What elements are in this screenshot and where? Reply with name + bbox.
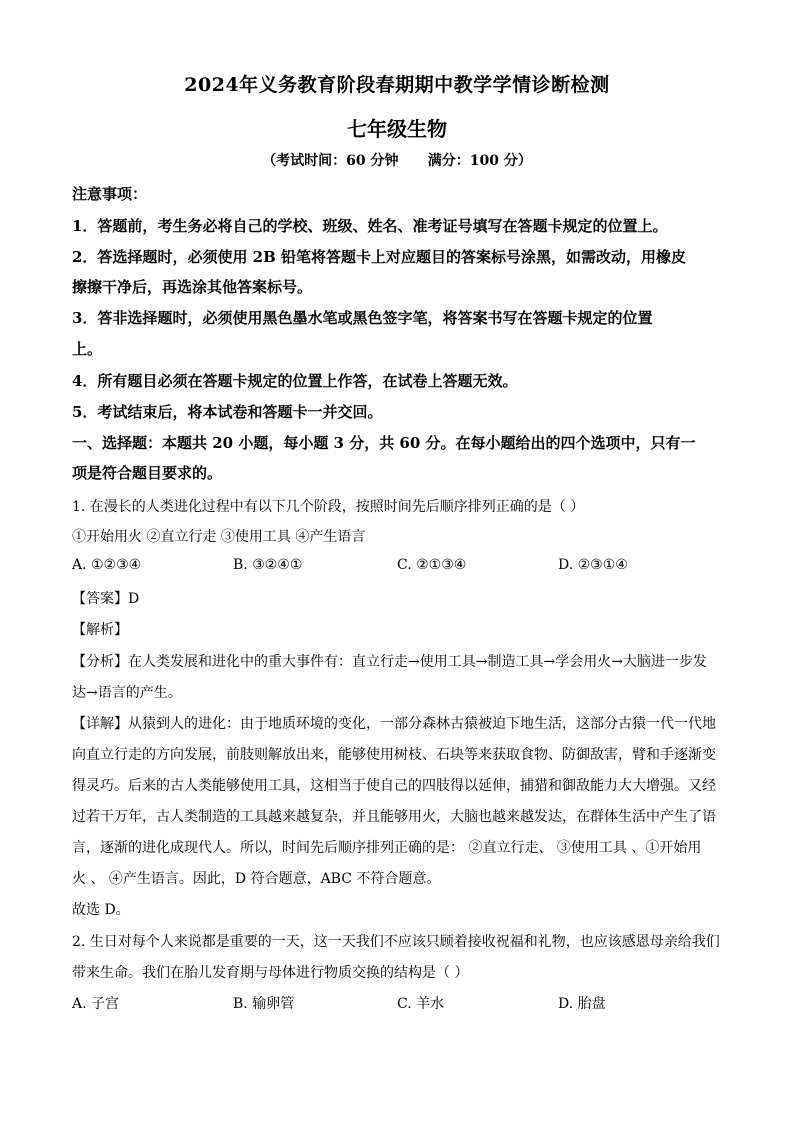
question-1-analysis: 达→语言的产生。 (72, 685, 182, 701)
exam-info: （考试时间：60 分钟 满分：100 分） (262, 153, 532, 169)
notice-line: 2．答选择题时，必须使用 2B 铅笔将答题卡上对应题目的答案标号涂黑，如需改动，用橡皮 (72, 248, 687, 266)
question-1-detail: 向直立行走的方向发展，前肢则解放出来，能够使用树枝、石块等来获取食物、防御敌害，臂和手逐渐变 (72, 747, 716, 763)
exam-title: 2024年义务教育阶段春期期中教学学情诊断检测 (184, 74, 610, 96)
question-1-detail: 故选 D。 (72, 902, 130, 918)
question-2-option-d: D. 胎盘 (558, 996, 606, 1012)
question-1-detail: 得灵巧。后来的古人类能够使用工具，这相当于使自己的四肢得以延伸，捕猎和御敌能力大大增强。又经 (72, 778, 716, 794)
question-1-items: ①开始用火 ②直立行走 ③使用工具 ④产生语言 (72, 529, 366, 545)
question-1-detail: 过若干万年，古人类制造的工具越来越复杂，并且能够用火，大脑也越来越发达，在群体生活中产生了语 (72, 809, 716, 825)
question-1-answer: 【答案】D (72, 591, 140, 607)
question-2-option-c: C. 羊水 (397, 996, 445, 1012)
question-1-option-a: A. ①②③④ (72, 557, 142, 573)
question-1-detail: 火 、 ④产生语言。因此，D 符合题意，ABC 不符合题意。 (72, 871, 441, 887)
notice-line: 擦擦干净后，再选涂其他答案标号。 (72, 278, 313, 296)
notice-line: 5．考试结束后，将本试卷和答题卡一并交回。 (72, 403, 383, 421)
notice-line: 4．所有题目必须在答题卡规定的位置上作答，在试卷上答题无效。 (72, 372, 518, 390)
notice-heading: 注意事项： (72, 185, 148, 203)
notice-line: 3．答非选择题时，必须使用黑色墨水笔或黑色签字笔，将答案书写在答题卡规定的位置 (72, 309, 653, 327)
question-2-option-b: B. 输卵管 (233, 996, 295, 1012)
question-2-stem: 2. 生日对每个人来说都是重要的一天，这一天我们不应该只顾着接收祝福和礼物，也应该感恩母亲给我们 (72, 934, 720, 950)
question-1-detail: 【详解】从猿到人的进化：由于地质环境的变化，一部分森林古猿被迫下地生活，这部分古猿一代一代地 (72, 716, 716, 732)
question-1-detail: 言，逐渐的进化成现代人。所以，时间先后顺序排列正确的是： ②直立行走、 ③使用工具 、①开始用 (72, 840, 702, 856)
section-heading: 一、选择题：本题共 20 小题，每小题 3 分，共 60 分。在每小题给出的四个选项中，只有一 (72, 434, 696, 452)
question-1-option-b: B. ③②④① (233, 557, 303, 573)
question-1-option-c: C. ②①③④ (397, 557, 467, 573)
question-1-analysis: 【分析】在人类发展和进化中的重大事件有：直立行走→使用工具→制造工具→学会用火→大脑进一步发 (72, 654, 707, 670)
question-2-stem: 带来生命。我们在胎儿发育期与母体进行物质交换的结构是（ ） (72, 965, 469, 981)
question-2-option-a: A. 子宫 (72, 996, 120, 1012)
exam-subject: 七年级生物 (347, 117, 447, 141)
question-1-analysis-label: 【解析】 (72, 622, 128, 638)
section-heading: 项是符合题目要求的。 (72, 464, 223, 482)
notice-line: 1．答题前，考生务必将自己的学校、班级、姓名、准考证号填写在答题卡规定的位置上。 (72, 217, 668, 235)
notice-line: 上。 (72, 340, 103, 358)
question-1-option-d: D. ②③①④ (558, 557, 628, 573)
question-1-stem: 1. 在漫长的人类进化过程中有以下几个阶段，按照时间先后顺序排列正确的是（ ） (72, 499, 585, 515)
